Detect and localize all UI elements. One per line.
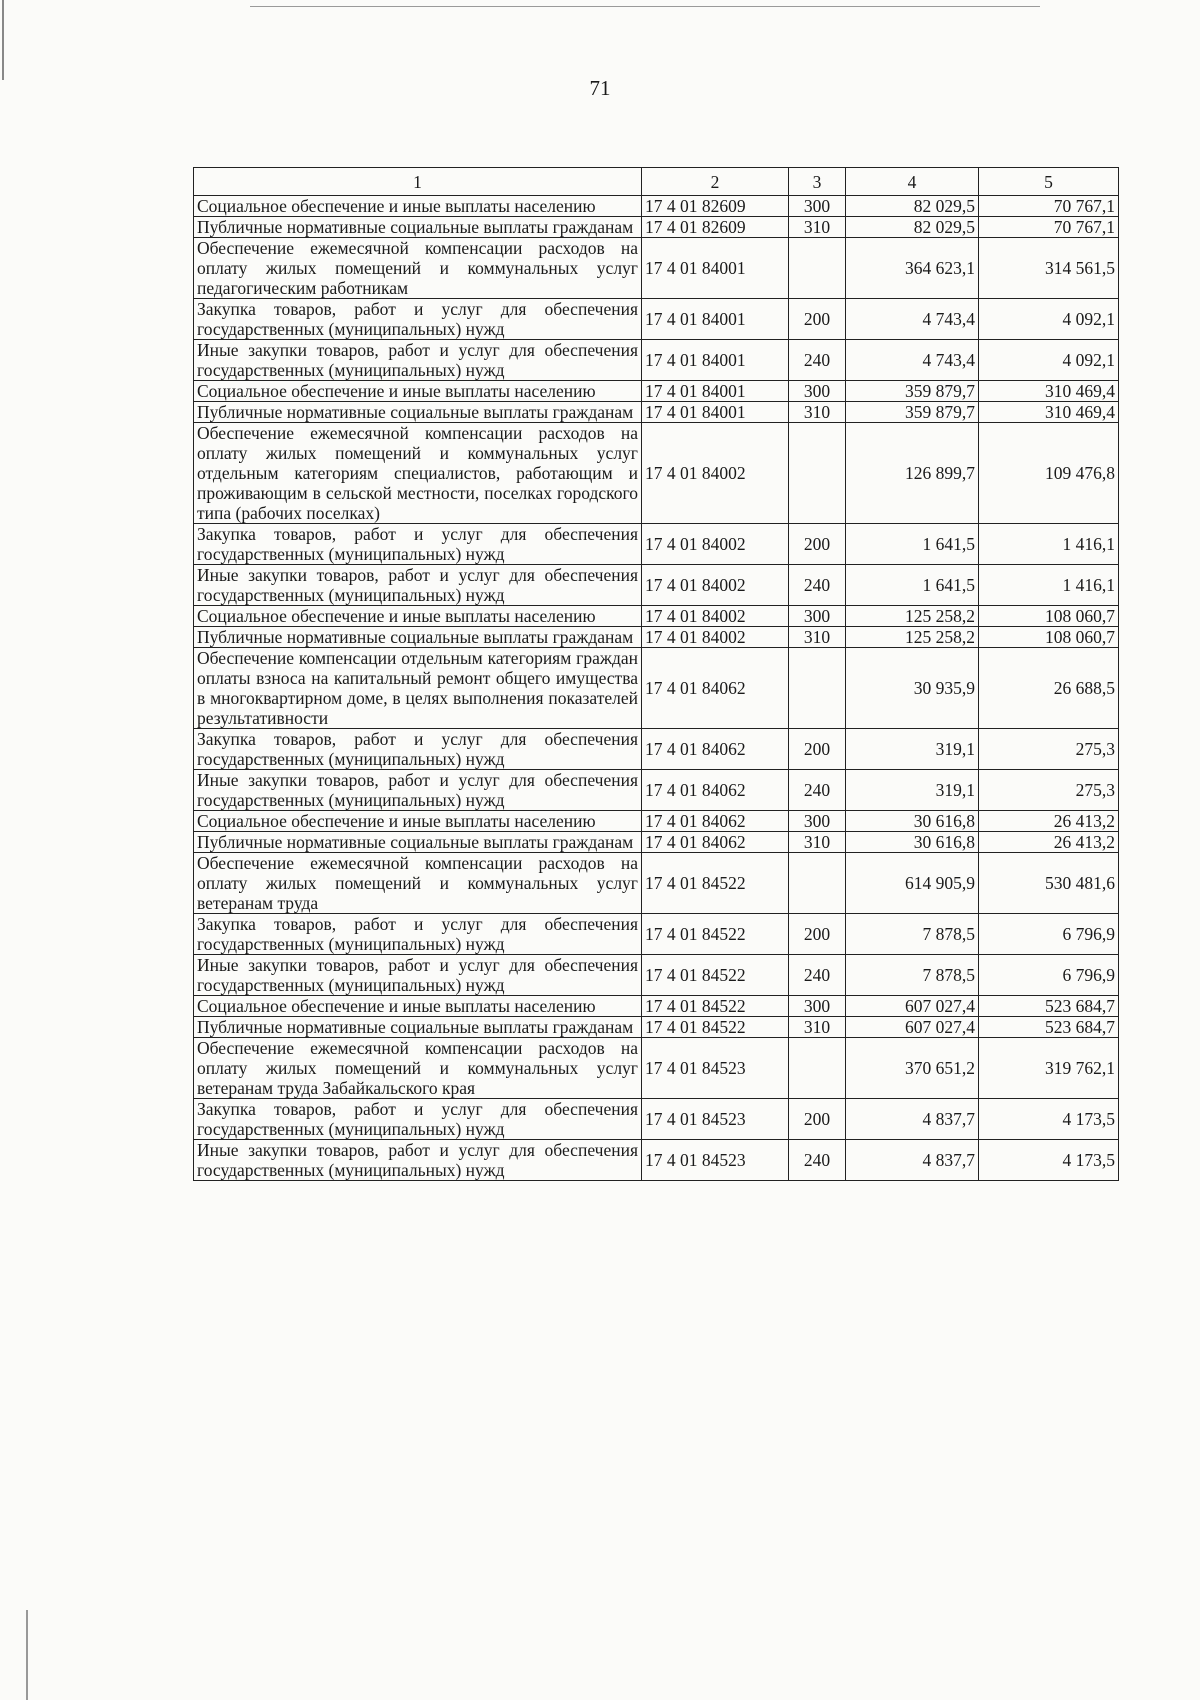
row-expense-type-cell: 200	[789, 1099, 846, 1140]
row-expense-type-cell: 300	[789, 606, 846, 627]
row-amount-col5-cell: 4 092,1	[979, 340, 1119, 381]
column-header-5: 5	[979, 168, 1119, 196]
row-amount-col5-cell: 310 469,4	[979, 402, 1119, 423]
row-amount-col4-cell: 1 641,5	[846, 524, 979, 565]
row-name-cell: Закупка товаров, работ и услуг для обеспечения государственных (муниципальных) нужд	[194, 524, 642, 565]
table-row	[194, 299, 1119, 340]
row-name-cell: Иные закупки товаров, работ и услуг для обеспечения государственных (муниципальных) нужд	[194, 565, 642, 606]
row-code-cell: 17 4 01 84002	[642, 524, 789, 565]
row-name-cell: Обеспечение ежемесячной компенсации расходов на оплату жилых помещений и коммунальных услуг ветеранам труда Забайкальского края	[194, 1038, 642, 1099]
row-amount-col5-cell: 4 173,5	[979, 1140, 1119, 1181]
row-code-cell: 17 4 01 84002	[642, 606, 789, 627]
row-amount-col5-cell: 4 092,1	[979, 299, 1119, 340]
row-amount-col4-cell: 4 837,7	[846, 1099, 979, 1140]
row-amount-col5-cell: 108 060,7	[979, 606, 1119, 627]
row-amount-col4-cell: 125 258,2	[846, 606, 979, 627]
row-expense-type-cell	[789, 1038, 846, 1099]
row-amount-col4-cell: 82 029,5	[846, 217, 979, 238]
table-row	[194, 832, 1119, 853]
table-row	[194, 340, 1119, 381]
row-name-cell: Обеспечение компенсации отдельным категориям граждан оплаты взноса на капитальный ремонт общего имущества в многоквартирном доме, в целях выполнения показателей результативности	[194, 648, 642, 729]
column-header-3: 3	[789, 168, 846, 196]
table-row	[194, 524, 1119, 565]
row-code-cell: 17 4 01 82609	[642, 217, 789, 238]
table-row	[194, 196, 1119, 217]
row-name-cell: Обеспечение ежемесячной компенсации расходов на оплату жилых помещений и коммунальных услуг педагогическим работникам	[194, 238, 642, 299]
column-header-2: 2	[642, 168, 789, 196]
row-amount-col5-cell: 109 476,8	[979, 423, 1119, 524]
table-row	[194, 627, 1119, 648]
row-expense-type-cell: 200	[789, 524, 846, 565]
row-name-cell: Иные закупки товаров, работ и услуг для обеспечения государственных (муниципальных) нужд	[194, 770, 642, 811]
table-row	[194, 402, 1119, 423]
row-amount-col4-cell: 4 837,7	[846, 1140, 979, 1181]
scan-edge-mark	[26, 1610, 28, 1700]
row-amount-col5-cell: 275,3	[979, 770, 1119, 811]
table-row	[194, 770, 1119, 811]
row-expense-type-cell: 300	[789, 811, 846, 832]
row-code-cell: 17 4 01 84062	[642, 811, 789, 832]
row-amount-col5-cell: 26 688,5	[979, 648, 1119, 729]
table-row	[194, 606, 1119, 627]
row-amount-col5-cell: 4 173,5	[979, 1099, 1119, 1140]
table-row	[194, 914, 1119, 955]
row-expense-type-cell: 240	[789, 955, 846, 996]
table-row	[194, 955, 1119, 996]
row-expense-type-cell: 300	[789, 381, 846, 402]
column-header-4: 4	[846, 168, 979, 196]
table-row	[194, 1038, 1119, 1099]
row-code-cell: 17 4 01 84522	[642, 955, 789, 996]
table-row	[194, 381, 1119, 402]
row-expense-type-cell	[789, 423, 846, 524]
row-name-cell: Иные закупки товаров, работ и услуг для обеспечения государственных (муниципальных) нужд	[194, 955, 642, 996]
row-code-cell: 17 4 01 84001	[642, 238, 789, 299]
row-expense-type-cell: 200	[789, 729, 846, 770]
row-amount-col4-cell: 4 743,4	[846, 340, 979, 381]
row-expense-type-cell: 240	[789, 340, 846, 381]
row-amount-col4-cell: 4 743,4	[846, 299, 979, 340]
row-amount-col4-cell: 30 935,9	[846, 648, 979, 729]
row-expense-type-cell: 300	[789, 996, 846, 1017]
row-amount-col4-cell: 30 616,8	[846, 832, 979, 853]
row-amount-col4-cell: 319,1	[846, 729, 979, 770]
table-row	[194, 648, 1119, 729]
row-amount-col5-cell: 319 762,1	[979, 1038, 1119, 1099]
row-expense-type-cell	[789, 853, 846, 914]
row-code-cell: 17 4 01 84522	[642, 996, 789, 1017]
row-amount-col4-cell: 125 258,2	[846, 627, 979, 648]
row-expense-type-cell: 310	[789, 627, 846, 648]
row-amount-col4-cell: 30 616,8	[846, 811, 979, 832]
table-row	[194, 565, 1119, 606]
row-name-cell: Социальное обеспечение и иные выплаты населению	[194, 381, 642, 402]
row-code-cell: 17 4 01 84062	[642, 832, 789, 853]
row-expense-type-cell: 300	[789, 196, 846, 217]
row-amount-col5-cell: 108 060,7	[979, 627, 1119, 648]
row-amount-col4-cell: 319,1	[846, 770, 979, 811]
row-code-cell: 17 4 01 84062	[642, 770, 789, 811]
row-expense-type-cell: 240	[789, 1140, 846, 1181]
row-code-cell: 17 4 01 84523	[642, 1038, 789, 1099]
row-amount-col4-cell: 126 899,7	[846, 423, 979, 524]
row-name-cell: Публичные нормативные социальные выплаты гражданам	[194, 217, 642, 238]
row-code-cell: 17 4 01 84001	[642, 299, 789, 340]
row-code-cell: 17 4 01 84001	[642, 381, 789, 402]
row-amount-col5-cell: 1 416,1	[979, 524, 1119, 565]
row-amount-col5-cell: 523 684,7	[979, 1017, 1119, 1038]
row-expense-type-cell	[789, 238, 846, 299]
row-name-cell: Иные закупки товаров, работ и услуг для обеспечения государственных (муниципальных) нужд	[194, 1140, 642, 1181]
row-amount-col4-cell: 7 878,5	[846, 955, 979, 996]
row-amount-col5-cell: 26 413,2	[979, 832, 1119, 853]
row-code-cell: 17 4 01 84522	[642, 914, 789, 955]
row-amount-col5-cell: 314 561,5	[979, 238, 1119, 299]
row-name-cell: Закупка товаров, работ и услуг для обеспечения государственных (муниципальных) нужд	[194, 729, 642, 770]
row-expense-type-cell: 200	[789, 299, 846, 340]
row-name-cell: Закупка товаров, работ и услуг для обеспечения государственных (муниципальных) нужд	[194, 914, 642, 955]
row-expense-type-cell: 310	[789, 402, 846, 423]
row-amount-col4-cell: 364 623,1	[846, 238, 979, 299]
table-row	[194, 238, 1119, 299]
row-amount-col5-cell: 26 413,2	[979, 811, 1119, 832]
table-header-row	[194, 168, 1119, 196]
row-code-cell: 17 4 01 84522	[642, 1017, 789, 1038]
row-amount-col5-cell: 523 684,7	[979, 996, 1119, 1017]
row-name-cell: Социальное обеспечение и иные выплаты населению	[194, 996, 642, 1017]
row-expense-type-cell: 200	[789, 914, 846, 955]
row-name-cell: Публичные нормативные социальные выплаты гражданам	[194, 1017, 642, 1038]
budget-table	[193, 167, 1119, 1181]
row-name-cell: Социальное обеспечение и иные выплаты населению	[194, 196, 642, 217]
row-name-cell: Публичные нормативные социальные выплаты гражданам	[194, 402, 642, 423]
table-row	[194, 1140, 1119, 1181]
table-row	[194, 811, 1119, 832]
row-name-cell: Обеспечение ежемесячной компенсации расходов на оплату жилых помещений и коммунальных услуг отдельным категориям специалистов, работающим и проживающим в сельской местности, поселках городского типа (рабочих поселках)	[194, 423, 642, 524]
table-row	[194, 853, 1119, 914]
row-amount-col4-cell: 370 651,2	[846, 1038, 979, 1099]
row-expense-type-cell: 310	[789, 832, 846, 853]
row-code-cell: 17 4 01 84002	[642, 627, 789, 648]
row-expense-type-cell: 240	[789, 770, 846, 811]
row-code-cell: 17 4 01 84522	[642, 853, 789, 914]
page-number: 71	[589, 76, 611, 100]
row-name-cell: Публичные нормативные социальные выплаты гражданам	[194, 832, 642, 853]
table-body	[194, 196, 1119, 1181]
row-expense-type-cell: 310	[789, 217, 846, 238]
row-code-cell: 17 4 01 84523	[642, 1140, 789, 1181]
row-name-cell: Публичные нормативные социальные выплаты гражданам	[194, 627, 642, 648]
row-amount-col5-cell: 70 767,1	[979, 217, 1119, 238]
table-row	[194, 423, 1119, 524]
row-amount-col5-cell: 70 767,1	[979, 196, 1119, 217]
row-amount-col5-cell: 310 469,4	[979, 381, 1119, 402]
row-amount-col4-cell: 607 027,4	[846, 996, 979, 1017]
row-amount-col4-cell: 614 905,9	[846, 853, 979, 914]
table-row	[194, 1099, 1119, 1140]
row-name-cell: Закупка товаров, работ и услуг для обеспечения государственных (муниципальных) нужд	[194, 1099, 642, 1140]
row-amount-col5-cell: 530 481,6	[979, 853, 1119, 914]
row-code-cell: 17 4 01 84062	[642, 729, 789, 770]
row-amount-col4-cell: 359 879,7	[846, 381, 979, 402]
row-expense-type-cell: 310	[789, 1017, 846, 1038]
row-code-cell: 17 4 01 84002	[642, 565, 789, 606]
row-amount-col4-cell: 82 029,5	[846, 196, 979, 217]
row-name-cell: Социальное обеспечение и иные выплаты населению	[194, 606, 642, 627]
table-row	[194, 996, 1119, 1017]
row-amount-col5-cell: 275,3	[979, 729, 1119, 770]
column-header-1: 1	[194, 168, 642, 196]
row-code-cell: 17 4 01 84523	[642, 1099, 789, 1140]
row-amount-col4-cell: 359 879,7	[846, 402, 979, 423]
row-amount-col4-cell: 1 641,5	[846, 565, 979, 606]
table-row	[194, 729, 1119, 770]
row-code-cell: 17 4 01 84062	[642, 648, 789, 729]
row-expense-type-cell	[789, 648, 846, 729]
scan-edge-mark	[2, 0, 4, 80]
row-code-cell: 17 4 01 82609	[642, 196, 789, 217]
row-expense-type-cell: 240	[789, 565, 846, 606]
row-name-cell: Иные закупки товаров, работ и услуг для обеспечения государственных (муниципальных) нужд	[194, 340, 642, 381]
row-code-cell: 17 4 01 84001	[642, 402, 789, 423]
table-row	[194, 1017, 1119, 1038]
row-name-cell: Социальное обеспечение и иные выплаты населению	[194, 811, 642, 832]
scan-border-line	[250, 6, 1040, 7]
row-amount-col5-cell: 6 796,9	[979, 914, 1119, 955]
row-amount-col4-cell: 607 027,4	[846, 1017, 979, 1038]
row-code-cell: 17 4 01 84002	[642, 423, 789, 524]
row-amount-col4-cell: 7 878,5	[846, 914, 979, 955]
row-amount-col5-cell: 6 796,9	[979, 955, 1119, 996]
row-amount-col5-cell: 1 416,1	[979, 565, 1119, 606]
table-row	[194, 217, 1119, 238]
row-name-cell: Обеспечение ежемесячной компенсации расходов на оплату жилых помещений и коммунальных услуг ветеранам труда	[194, 853, 642, 914]
row-name-cell: Закупка товаров, работ и услуг для обеспечения государственных (муниципальных) нужд	[194, 299, 642, 340]
row-code-cell: 17 4 01 84001	[642, 340, 789, 381]
